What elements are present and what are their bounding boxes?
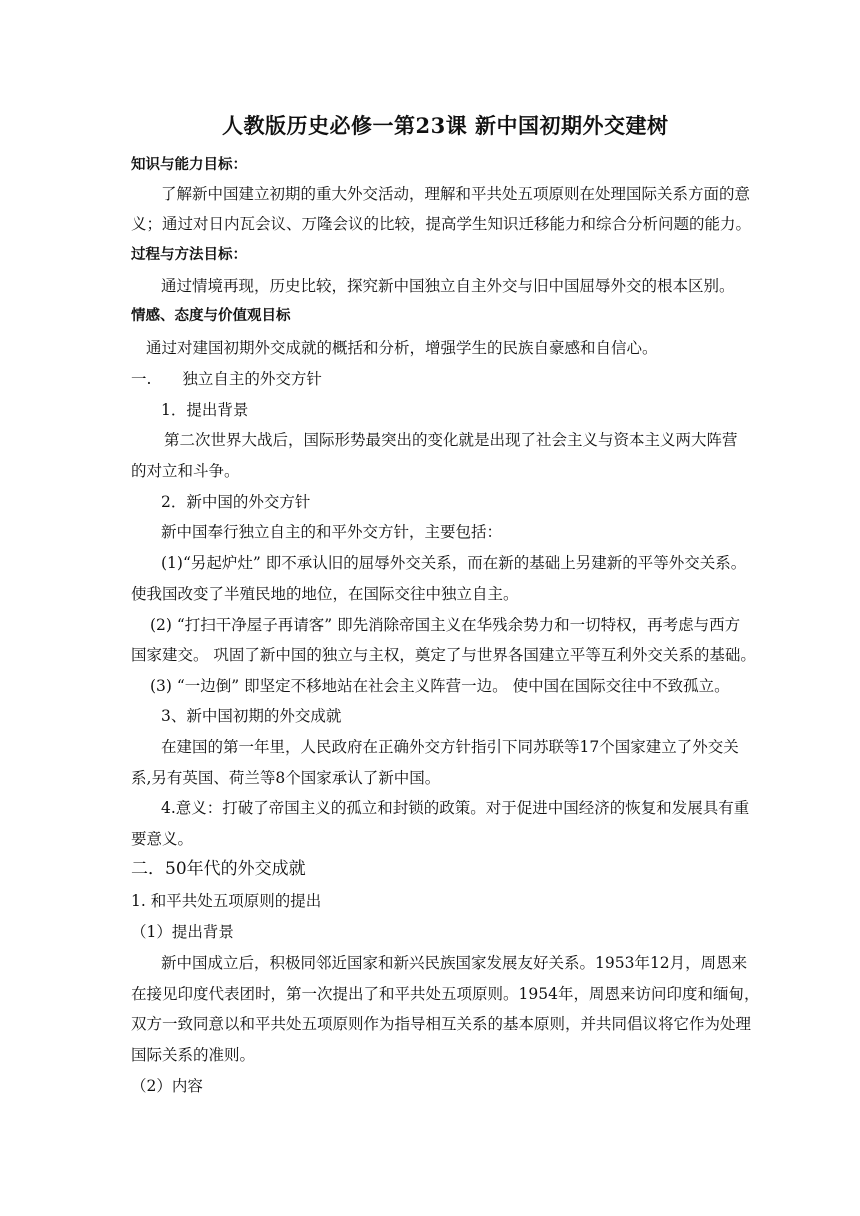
section-heading-two: 二．50年代的外交成就 bbox=[131, 859, 306, 879]
subsection-heading: （1）提出背景 bbox=[131, 923, 234, 941]
subsection-heading: 1．提出背景 bbox=[161, 401, 249, 419]
section-heading-knowledge: 知识与能力目标： bbox=[131, 157, 247, 173]
paragraph-line: 的对立和斗争。 bbox=[131, 462, 240, 480]
paragraph-line: 要意义。 bbox=[131, 830, 194, 848]
paragraph-line: 国家建交。 巩固了新中国的独立与主权，奠定了与世界各国建立平等互利外交关系的基础。 bbox=[131, 646, 756, 664]
subsection-heading: （2）内容 bbox=[131, 1077, 203, 1095]
paragraph-line: (1)“另起炉灶” 即不承认旧的屈辱外交关系，而在新的基础上另建新的平等外交关系。 bbox=[161, 554, 747, 572]
paragraph-line: 在建国的第一年里，人民政府在正确外交方针指引下同苏联等17个国家建立了外交关 bbox=[161, 738, 739, 756]
paragraph-line: 通过对建国初期外交成就的概括和分析，增强学生的民族自豪感和自信心。 bbox=[146, 339, 658, 357]
subsection-heading: 2．新中国的外交方针 bbox=[161, 493, 311, 511]
section-heading-emotion: 情感、态度与价值观目标 bbox=[131, 308, 291, 324]
paragraph-line: 新中国成立后，积极同邻近国家和新兴民族国家发展友好关系。1953年12月，周恩来 bbox=[161, 954, 748, 972]
paragraph-line: 第二次世界大战后，国际形势最突出的变化就是出现了社会主义与资本主义两大阵营 bbox=[164, 431, 738, 449]
paragraph-line: 系,另有英国、荷兰等8个国家承认了新中国。 bbox=[131, 769, 441, 787]
paragraph-line: 了解新中国建立初期的重大外交活动，理解和平共处五项原则在处理国际关系方面的意 bbox=[161, 185, 751, 203]
paragraph-line: 通过情境再现，历史比较，探究新中国独立自主外交与旧中国屈辱外交的根本区别。 bbox=[161, 277, 735, 295]
subsection-heading: 3、新中国初期的外交成就 bbox=[161, 707, 342, 725]
paragraph-line: 4.意义：打破了帝国主义的孤立和封锁的政策。对于促进中国经济的恢复和发展具有重 bbox=[161, 799, 750, 817]
paragraph-line: 双方一致同意以和平共处五项原则作为指导相互关系的基本原则，并共同倡议将它作为处理 bbox=[131, 1015, 752, 1033]
subsection-heading: 1. 和平共处五项原则的提出 bbox=[131, 892, 322, 910]
paragraph-line: 国际关系的准则。 bbox=[131, 1046, 256, 1064]
paragraph-line: 义；通过对日内瓦会议、万隆会议的比较，提高学生知识迁移能力和综合分析问题的能力。 bbox=[131, 215, 752, 233]
paragraph-line: (3) “一边倒” 即坚定不移地站在社会主义阵营一边。 使中国在国际交往中不致孤立。 bbox=[150, 677, 730, 695]
paragraph-line: (2) “打扫干净屋子再请客” 即先消除帝国主义在华残余势力和一切特权，再考虑与西方 bbox=[150, 616, 741, 634]
document-title: 人教版历史必修一第23课 新中国初期外交建树 bbox=[222, 113, 669, 138]
section-heading-one: 一. 独立自主的外交方针 bbox=[131, 370, 322, 388]
paragraph-line: 在接见印度代表团时，第一次提出了和平共处五项原则。1954年，周恩来访问印度和缅甸， bbox=[131, 985, 760, 1003]
paragraph-line: 使我国改变了半殖民地的地位，在国际交往中独立自主。 bbox=[131, 585, 519, 603]
section-heading-process: 过程与方法目标： bbox=[131, 247, 247, 263]
paragraph-line: 新中国奉行独立自主的和平外交方针，主要包括： bbox=[161, 523, 503, 541]
